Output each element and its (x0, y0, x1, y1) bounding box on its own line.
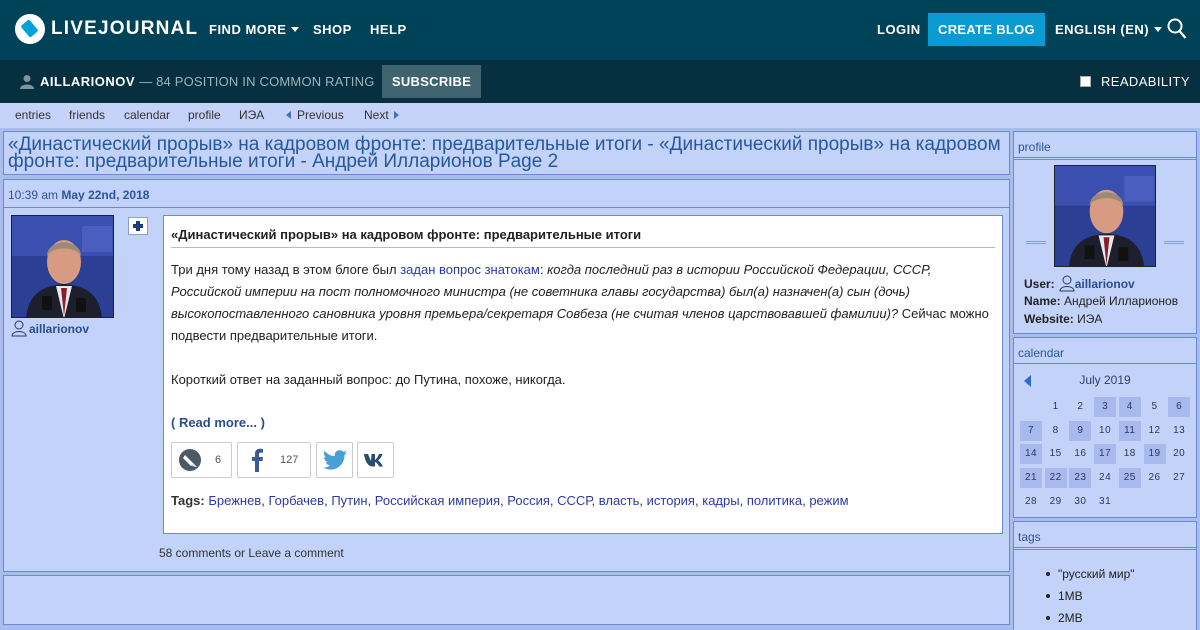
paragraph-text: Три дня тому назад в этом блоге был (171, 262, 401, 277)
tag-item[interactable]: 2MB (1058, 611, 1083, 625)
calendar-day[interactable]: 3 (1094, 397, 1116, 417)
profile-body (1014, 159, 1196, 333)
calendar-day[interactable]: 9 (1069, 421, 1091, 441)
tag-link[interactable]: Россия (507, 493, 550, 508)
lj-repost-icon (177, 447, 203, 473)
subscribe-button[interactable]: SUBSCRIBE (382, 65, 481, 98)
tag-link[interactable]: Брежнев (208, 493, 262, 508)
lj-user-icon (1059, 275, 1075, 292)
entry-paragraph-2: Короткий ответ на заданный вопрос: до Путина, похоже, никогда. (171, 372, 566, 387)
livejournal-logo[interactable] (15, 14, 198, 44)
chevron-down-icon (1154, 27, 1162, 32)
rating-text: — 84 POSITION IN COMMON RATING (139, 74, 375, 89)
sidebar-tags (1013, 521, 1197, 630)
journal-username[interactable]: AILLARIONOV (40, 74, 136, 89)
tags-label: Tags: (171, 493, 205, 508)
vk-share-button[interactable] (357, 442, 394, 478)
tag-link[interactable]: кадры (702, 493, 740, 508)
calendar-day[interactable]: 19 (1144, 444, 1166, 464)
readability-toggle[interactable] (1080, 74, 1190, 89)
calendar-day[interactable]: 22 (1045, 468, 1067, 488)
entry-date[interactable]: May 22nd, 2018 (61, 188, 150, 202)
journal-owner (20, 74, 375, 89)
profile-userpic[interactable] (1054, 165, 1156, 267)
calendar-day: 28 (1024, 495, 1038, 507)
calendar-day: 20 (1173, 448, 1186, 460)
calendar-day: 29 (1049, 495, 1062, 507)
shop-link[interactable]: SHOP (313, 22, 352, 37)
journal-header-bar (0, 60, 1200, 103)
decor-line (1026, 241, 1046, 244)
facebook-share-button[interactable] (237, 442, 311, 478)
entry-body (171, 259, 997, 391)
calendar-month: July 2019 (1079, 373, 1131, 387)
tag-link[interactable]: политика (746, 493, 803, 508)
calendar-day[interactable]: 4 (1119, 397, 1141, 417)
lj-repost-count: 6 (215, 454, 222, 466)
calendar-day[interactable]: 25 (1119, 468, 1141, 488)
tags-body (1014, 549, 1196, 630)
add-memory-button[interactable] (128, 217, 148, 235)
quiz-question-link[interactable]: задан вопрос знатокам (400, 262, 540, 277)
calendar-day: 12 (1148, 424, 1161, 436)
user-label: User: (1024, 276, 1055, 291)
profile-user-row (1024, 275, 1135, 292)
top-navigation-bar (0, 0, 1200, 60)
decor-line (1164, 241, 1184, 244)
sidebar-profile (1013, 131, 1197, 334)
page-title: «Династический прорыв» на кадровом фронте: предварительные итоги - «Династический прорыв» на кадровом фронте: предварительные итоги - Андрей Илларионов Page 2 (8, 134, 1001, 172)
name-label: Name: (1024, 294, 1061, 308)
calendar-day: 13 (1173, 424, 1186, 436)
arrow-right-icon (394, 111, 399, 119)
author-name[interactable]: aillarionov (29, 321, 90, 336)
empty-panel (3, 575, 1010, 625)
calendar-day[interactable]: 7 (1020, 421, 1042, 441)
profile-header: profile (1014, 132, 1196, 158)
entry-post (163, 215, 1003, 534)
tags-header: tags (1014, 522, 1196, 548)
login-link[interactable]: LOGIN (877, 22, 921, 37)
author-userpic[interactable] (11, 215, 114, 318)
previous-link[interactable] (286, 108, 344, 122)
entry-container (3, 179, 1010, 572)
lj-user-icon (11, 320, 27, 337)
tag-link[interactable]: Российская империя (374, 493, 501, 508)
profile-website[interactable]: ИЭА (1077, 312, 1103, 326)
create-blog-button[interactable]: CREATE BLOG (928, 13, 1045, 46)
entry-title: «Династический прорыв» на кадровом фронте: предварительные итоги (171, 227, 995, 248)
calendar-header: calendar (1014, 338, 1196, 364)
calendar-link[interactable]: calendar (124, 108, 171, 122)
calendar-day: 18 (1123, 448, 1136, 460)
calendar-day[interactable]: 23 (1069, 468, 1091, 488)
language-selector[interactable] (1055, 22, 1162, 37)
calendar-day: 1 (1052, 401, 1059, 412)
author-line[interactable] (11, 320, 89, 337)
user-icon (20, 74, 34, 89)
website-label: Website: (1024, 312, 1074, 326)
previous-label: Previous (297, 108, 344, 122)
search-icon[interactable] (1167, 18, 1187, 40)
entry-tags: Tags: Брежнев, Горбачев, Путин, Российская империя, Россия, СССР, власть, история, кадры, политика, режим (171, 493, 849, 508)
calendar-day: 15 (1049, 448, 1062, 460)
entries-link[interactable]: entries (15, 108, 52, 122)
readability-label: READABILITY (1101, 74, 1190, 89)
calendar-day: 26 (1148, 472, 1161, 484)
language-label: ENGLISH (EN) (1055, 22, 1150, 37)
twitter-share-button[interactable] (316, 442, 353, 478)
sidebar-calendar (1013, 337, 1197, 518)
question-text: когда последний раз в истории Российской Федерации, СССР, Российской империи на пост полномочного министра (не советника главы государства) был(а) назначен(а) сын (дочь) высокопоставленного сановника уровня премьера/секретаря Совбеза (не считая членов царствовавшей фамилии)? (171, 262, 932, 321)
friends-link[interactable]: friends (69, 108, 106, 122)
calendar-day: 8 (1052, 424, 1059, 436)
calendar-day: 10 (1099, 424, 1112, 436)
calendar-day: 30 (1074, 495, 1087, 507)
portrait-image (1055, 166, 1156, 267)
next-link[interactable] (364, 108, 399, 122)
portrait-image (12, 216, 114, 318)
journal-nav-strip (0, 103, 1200, 128)
profile-name-row (1024, 294, 1178, 308)
tag-link[interactable]: история (646, 493, 695, 508)
calendar-day[interactable]: 17 (1094, 444, 1116, 464)
calendar-day: 16 (1074, 448, 1087, 460)
facebook-share-count: 127 (280, 454, 299, 466)
profile-username[interactable]: aillarionov (1074, 276, 1135, 291)
tag-link[interactable]: режим (809, 493, 849, 508)
readability-checkbox[interactable] (1080, 76, 1091, 87)
tag-link[interactable]: власть (598, 493, 640, 508)
help-link[interactable]: HELP (370, 22, 407, 37)
arrow-left-icon (286, 111, 291, 119)
calendar-day[interactable]: 11 (1119, 421, 1141, 441)
page-title-box (3, 131, 1010, 175)
calendar-day[interactable]: 14 (1020, 444, 1042, 464)
entry-paragraph-1 (171, 259, 997, 347)
lj-repost-button[interactable] (171, 442, 232, 478)
iea-link[interactable]: ИЭА (239, 108, 265, 122)
tag-item[interactable]: "русский мир" (1058, 567, 1135, 581)
plus-icon (129, 218, 147, 234)
find-more-menu[interactable] (209, 22, 299, 37)
entry-header (4, 180, 1009, 208)
calendar-day[interactable]: 21 (1020, 468, 1042, 488)
calendar-day: 27 (1173, 472, 1186, 484)
calendar-day: 24 (1099, 472, 1112, 484)
calendar-day: 2 (1077, 401, 1084, 412)
next-label: Next (364, 108, 389, 122)
calendar-day: 31 (1099, 495, 1112, 507)
find-more-label: FIND MORE (209, 22, 287, 37)
calendar-day[interactable]: 6 (1168, 397, 1190, 417)
twitter-icon (323, 450, 347, 470)
logo-text: LIVEJOURNAL (51, 18, 199, 39)
vk-icon (364, 453, 388, 467)
entry-time: 10:39 am (8, 188, 59, 202)
paragraph-text-end: Сейчас можно подвести предварительные итоги. (171, 306, 989, 343)
profile-name: Андрей Илларионов (1064, 294, 1179, 308)
comments-link[interactable]: 58 comments or Leave a comment (159, 546, 344, 560)
facebook-icon (250, 448, 264, 472)
calendar-day: 5 (1151, 401, 1158, 412)
tag-link[interactable]: Горбачев (268, 493, 325, 508)
profile-link[interactable]: profile (188, 108, 221, 122)
tag-link[interactable]: СССР (557, 493, 592, 508)
tag-link[interactable]: Путин (331, 493, 368, 508)
paragraph-colon: : (539, 262, 548, 277)
read-more-link[interactable]: ( Read more... ) (171, 415, 265, 430)
tag-item[interactable]: 1MB (1058, 589, 1083, 603)
livejournal-pencil-icon (15, 14, 45, 44)
profile-website-row (1024, 312, 1102, 326)
chevron-down-icon (291, 27, 299, 32)
